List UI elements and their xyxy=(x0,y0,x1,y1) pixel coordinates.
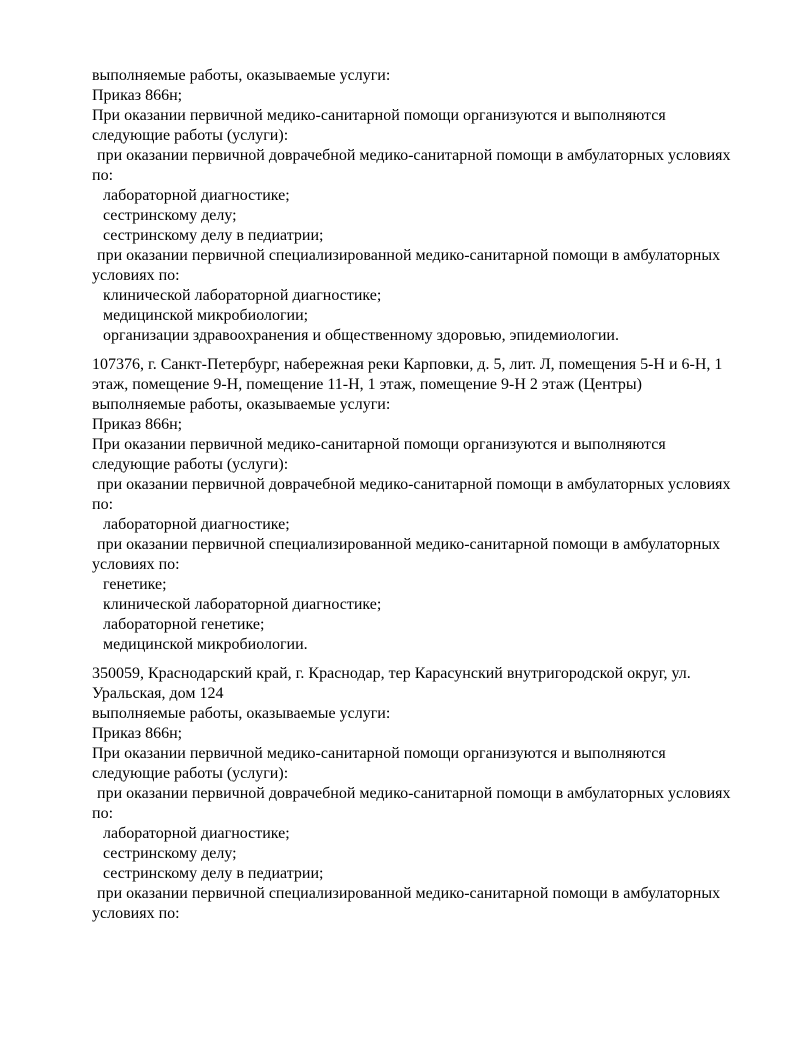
service-item: генетике; xyxy=(103,576,167,593)
service-group-paragraph: при оказании первичной доврачебной медико-санитарной помощи в амбулаторных условиях по: xyxy=(92,785,731,822)
paragraph: выполняемые работы, оказываемые услуги: xyxy=(92,67,391,84)
paragraph: Приказ 866н; xyxy=(92,416,183,433)
paragraph: выполняемые работы, оказываемые услуги: xyxy=(92,705,391,722)
service-group-paragraph: при оказании первичной специализированной медико-санитарной помощи в амбулаторных условиях по: xyxy=(92,247,721,284)
paragraph: Приказ 866н; xyxy=(92,725,183,742)
service-item: сестринскому делу; xyxy=(103,207,237,224)
paragraph: При оказании первичной медико-санитарной помощи организуются и выполняются следующие работы (услуги): xyxy=(92,745,666,782)
paragraph: 350059, Краснодарский край, г. Краснодар, тер Карасунский внутригородской округ, ул. Уральская, дом 124 xyxy=(92,665,691,702)
license-section xyxy=(92,355,747,655)
service-item: медицинской микробиологии; xyxy=(103,307,309,324)
paragraph: 107376, г. Санкт-Петербург, набережная реки Карповки, д. 5, лит. Л, помещения 5-Н и 6-Н, 1 этаж, помещение 9-Н, помещение 11-Н, 1 этаж, помещение 9-Н 2 этаж (Центры) xyxy=(92,356,723,393)
paragraph: При оказании первичной медико-санитарной помощи организуются и выполняются следующие работы (услуги): xyxy=(92,436,666,473)
service-item: лабораторной диагностике; xyxy=(103,516,290,533)
service-item: лабораторной генетике; xyxy=(103,616,265,633)
service-item: клинической лабораторной диагностике; xyxy=(103,287,382,304)
license-section xyxy=(92,664,747,924)
service-item: сестринскому делу в педиатрии; xyxy=(103,227,324,244)
service-item: медицинской микробиологии. xyxy=(103,636,308,653)
service-item: сестринскому делу; xyxy=(103,845,237,862)
service-item: клинической лабораторной диагностике; xyxy=(103,596,382,613)
service-item: лабораторной диагностике; xyxy=(103,187,290,204)
license-section xyxy=(92,66,747,346)
service-item: лабораторной диагностике; xyxy=(103,825,290,842)
service-item: организации здравоохранения и общественному здоровью, эпидемиологии. xyxy=(103,327,619,344)
service-group-paragraph: при оказании первичной специализированной медико-санитарной помощи в амбулаторных условиях по: xyxy=(92,885,721,922)
service-group-paragraph: при оказании первичной доврачебной медико-санитарной помощи в амбулаторных условиях по: xyxy=(92,147,731,184)
service-group-paragraph: при оказании первичной доврачебной медико-санитарной помощи в амбулаторных условиях по: xyxy=(92,476,731,513)
service-group-paragraph: при оказании первичной специализированной медико-санитарной помощи в амбулаторных условиях по: xyxy=(92,536,721,573)
license-services-list xyxy=(92,66,747,924)
paragraph: Приказ 866н; xyxy=(92,87,183,104)
paragraph: выполняемые работы, оказываемые услуги: xyxy=(92,396,391,413)
paragraph: При оказании первичной медико-санитарной помощи организуются и выполняются следующие работы (услуги): xyxy=(92,107,666,144)
service-item: сестринскому делу в педиатрии; xyxy=(103,865,324,882)
